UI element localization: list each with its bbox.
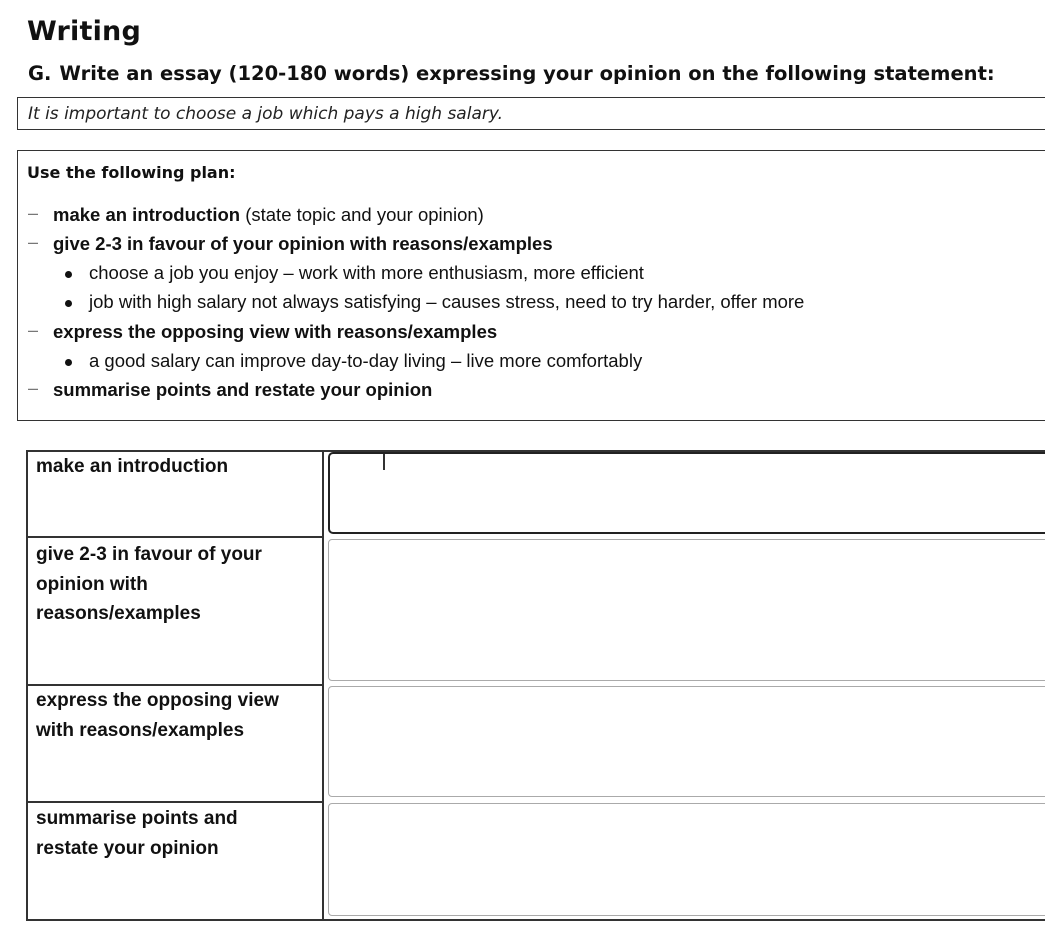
plan-step-bold: summarise points and restate your opinion <box>53 379 433 400</box>
task-heading <box>28 62 995 85</box>
dash-icon: – <box>28 203 39 223</box>
plan-step <box>53 321 497 343</box>
bullet-icon <box>65 300 72 307</box>
dash-icon: – <box>28 232 39 252</box>
plan-step <box>53 233 553 255</box>
plan-bullet: job with high salary not always satisfying – causes stress, need to try harder, offer more <box>89 291 805 312</box>
plan-step <box>53 379 432 401</box>
plan-step-bold: make an introduction <box>53 204 241 225</box>
text-cursor <box>383 454 385 470</box>
plan-bullet: a good salary can improve day-to-day living – live more comfortably <box>89 350 643 371</box>
plan-bullet: choose a job you enjoy – work with more enthusiasm, more efficient <box>89 262 644 283</box>
plan-step-rest: (state topic and your opinion) <box>240 204 484 225</box>
row-label-introduction: make an introduction <box>36 456 229 477</box>
plan-step-bold: express the opposing view with reasons/examples <box>53 321 498 342</box>
table-border <box>26 919 1045 921</box>
dash-icon: – <box>28 320 39 340</box>
dash-icon: – <box>28 378 39 398</box>
plan-step <box>53 204 484 226</box>
row-label-favour: give 2-3 in favour of your opinion with reasons/examples <box>36 544 262 624</box>
table-border <box>26 536 324 538</box>
table-border <box>26 801 324 803</box>
plan-box <box>17 150 1045 421</box>
answer-input-summarise[interactable] <box>328 803 1045 916</box>
answer-input-favour[interactable] <box>328 539 1045 681</box>
bullet-icon <box>65 359 72 366</box>
answer-input-opposing[interactable] <box>328 686 1045 797</box>
row-label-summarise: summarise points and restate your opinion <box>36 808 238 859</box>
plan-intro: Use the following plan: <box>27 163 236 182</box>
section-title: Writing <box>27 16 141 47</box>
bullet-icon <box>65 271 72 278</box>
task-letter: G. <box>28 62 52 85</box>
row-label-opposing: express the opposing view with reasons/examples <box>36 690 279 741</box>
task-instruction: Write an essay (120-180 words) expressing your opinion on the following statement: <box>59 62 995 85</box>
essay-plan-table <box>26 450 1045 920</box>
statement-box <box>17 97 1045 130</box>
statement-text: It is important to choose a job which pays a high salary. <box>28 104 504 124</box>
plan-step-bold: give 2-3 in favour of your opinion with reasons/examples <box>53 233 553 254</box>
answer-input-introduction[interactable] <box>328 452 1045 534</box>
